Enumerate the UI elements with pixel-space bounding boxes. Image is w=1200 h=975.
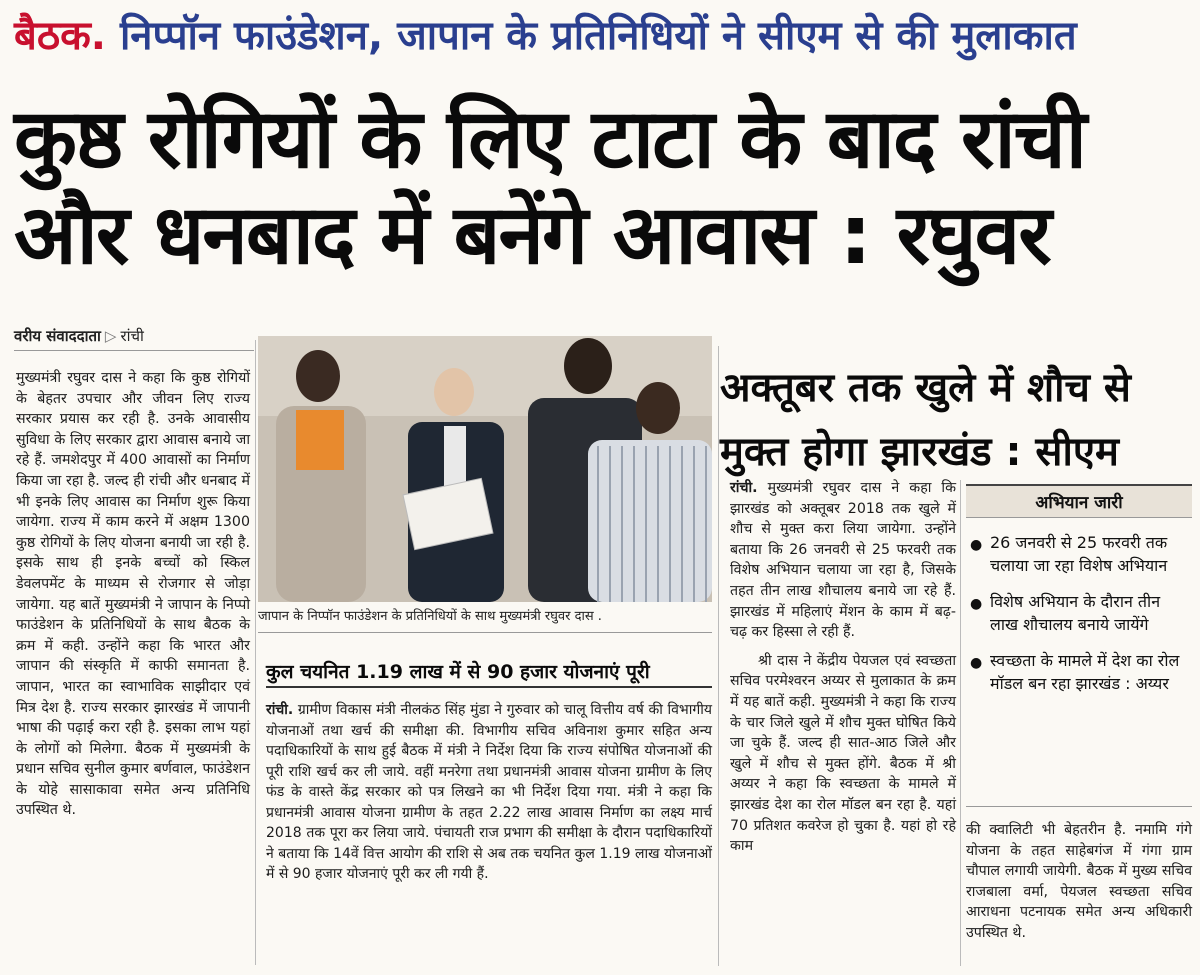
kicker-tag: बैठक. — [14, 13, 106, 59]
campaign-list — [966, 532, 1192, 695]
byline-reporter: वरीय संवाददाता — [14, 327, 101, 345]
bullet-icon: ● — [970, 537, 983, 553]
headline-line-2: और धनबाद में बनेंगे आवास : रघुवर — [14, 188, 1050, 283]
story2-dateline: रांची. — [730, 480, 758, 496]
sub-story-body — [266, 700, 712, 885]
kicker — [14, 8, 1194, 64]
main-story-body: मुख्यमंत्री रघुवर दास ने कहा कि कुष्ठ रोगियों के बेहतर उपचार और जीवन लिए राज्य सरकार प्रयास कर रही है. उनके आवासीय सुविधा के लिए सरकार द्वारा आवास बनाये जा रहे हैं. जमशेदपुर में 400 आवासों का निर्माण किया जा रहा है. जल्द ही रांची और धनबाद में भी इनके लिए आवास का निर्माण शुरू किया जायेगा. राज्य में काम करने में अक्षम 1300 कुष्ठ रोगियों के लिए योजना बनायी जा रही है. इसके साथ ही इनके बच्चों को स्किल डेवलपमेंट के माध्यम से रोजगार से जोड़ा जायेगा. यह बातें मुख्यमंत्री ने जापान के निप्पो फाउंडेशन के प्रतिनिधियों के साथ बैठक के क्रम में कही. उन्होंने कहा कि भारत और जापान की संस्कृति में काफी समानता है. जापान, भारत का स्वाभाविक साझीदार एवं मित्र देश है. राज्य सरकार झारखंड में जापानी भाषा की पढ़ाई करा रही है. इसका लाभ यहां के लोगों को मिलेगा. बैठक में मुख्यमंत्री के प्रधान सचिव सुनील कुमार बर्णवाल, फाउंडेशन के योहे सासाकावा समेत अन्य प्रतिनिधि उपस्थित थे. — [16, 370, 250, 819]
byline-place: रांची — [120, 327, 144, 345]
byline-rule — [14, 350, 254, 351]
column-divider — [255, 340, 256, 965]
list-item — [966, 650, 1192, 695]
list-item — [966, 591, 1192, 636]
kicker-text: निप्पॉन फाउंडेशन, जापान के प्रतिनिधियों ने सीएम से की मुलाकात — [119, 13, 1077, 59]
news-photo — [258, 336, 712, 602]
story2-headline-line-1: अक्तूबर तक खुले में शौच से — [720, 365, 1131, 411]
story2-para-1 — [730, 478, 956, 643]
sub-story-rule — [266, 686, 712, 688]
column-divider — [960, 480, 961, 966]
box-bottom-rule — [966, 806, 1192, 807]
campaign-box-title: अभियान जारी — [966, 484, 1192, 518]
byline — [14, 326, 144, 346]
meeting-photo-illustration — [258, 336, 712, 602]
caption-rule — [258, 632, 712, 633]
main-headline — [14, 92, 1194, 284]
list-item-text: 26 जनवरी से 25 फरवरी तक चलाया जा रहा विशेष अभियान — [990, 533, 1168, 575]
story2-body — [730, 478, 956, 857]
list-item — [966, 532, 1192, 577]
story2-headline-line-2: मुक्त होगा झारखंड : सीएम — [720, 429, 1119, 475]
list-item-text: स्वच्छता के मामले में देश का रोल मॉडल बन रहा झारखंड : अय्यर — [990, 651, 1180, 693]
sub-story-text: ग्रामीण विकास मंत्री नीलकंठ सिंह मुंडा ने गुरुवार को चालू वित्तीय वर्ष की विभागीय योजनाओं तथा खर्च की समीक्षा की. विभागीय सचिव अविनाश कुमार सहित अन्य पदाधिकारियों के साथ हुई बैठक में मंत्री ने निर्देश दिया कि राज्य संपोषित योजनाओं की पूरी राशि खर्च कर ली जाये. वहीं मनरेगा तथा प्रधानमंत्री आवास योजना ग्रामीण के लिए फंड के वास्ते केंद्र सरकार को पत्र लिखने का भी निर्देश दिया गया. मंत्री ने कहा कि प्रधानमंत्री आवास योजना ग्रामीण के तहत 2.22 लाख आवास निर्माण का लक्ष्य मार्च 2018 तक पूरा कर लिया जाये. पंचायती राज प्रभाग की समीक्षा के दौरान पदाधिकारियों ने बताया कि 14वें वित्त आयोग की राशि से अब तक चयनित कुल 1.19 लाख योजनाओं में से 90 हजार योजनाएं पूरी कर ली गयी हैं. — [266, 702, 712, 882]
photo-caption: जापान के निप्पॉन फाउंडेशन के प्रतिनिधियों के साथ मुख्यमंत्री रघुवर दास . — [258, 609, 602, 624]
sub-story-headline: कुल चयनित 1.19 लाख में से 90 हजार योजनाएं पूरी — [266, 661, 650, 683]
bullet-icon: ● — [970, 596, 983, 612]
story2-continued: की क्वालिटी भी बेहतरीन है. नमामि गंगे योजना के तहत साहेबगंज में गंगा ग्राम चौपाल लगायी जायेगी. बैठक में मुख्य सचिव राजबाला वर्मा, पेयजल स्वच्छता सचिव आराधना पटनायक समेत अन्य अधिकारी उपस्थित थे. — [966, 822, 1192, 941]
list-item-text: विशेष अभियान के दौरान तीन लाख शौचालय बनाये जायेंगे — [990, 592, 1161, 634]
bullet-icon: ● — [970, 655, 983, 671]
column-divider — [718, 346, 719, 966]
sub-story-dateline: रांची. — [266, 702, 294, 718]
campaign-box — [966, 484, 1192, 794]
story2-para-1-text: मुख्यमंत्री रघुवर दास ने कहा कि झारखंड को अक्तूबर 2018 तक खुले में शौच से मुक्त करा लिया जायेगा. उन्होंने बताया कि 26 जनवरी से 25 फरवरी तक विशेष अभियान चलाया जा रहा है, जिसके तहत तीन लाख शौचालय बनाये जा रहे हैं. झारखंड में महिलाएं मेंशन के काम में बढ़-चढ़ कर हिस्सा ले रही हैं. — [730, 480, 957, 641]
headline-line-1: कुष्ठ रोगियों के लिए टाटा के बाद रांची — [14, 92, 1086, 187]
story2-headline — [720, 356, 1194, 484]
byline-arrow-icon: ▷ — [104, 327, 117, 345]
story2-para-2: श्री दास ने केंद्रीय पेयजल एवं स्वच्छता सचिव परमेश्वरन अय्यर से मुलाकात के क्रम में यह बातें कही. मुख्यमंत्री ने कहा कि राज्य के चार जिले खुले में शौच मुक्त घोषित किये जा चुके हैं. जल्द ही सात-आठ जिले और खुले में शौच से मुक्त होंगे. बैठक में श्री अय्यर ने कहा कि स्वच्छता के मामले में झारखंड देश का रोल मॉडल बन रहा है. यहां 70 प्रतिशत कवरेज हो चुका है. यहां हो रहे काम — [730, 652, 956, 855]
